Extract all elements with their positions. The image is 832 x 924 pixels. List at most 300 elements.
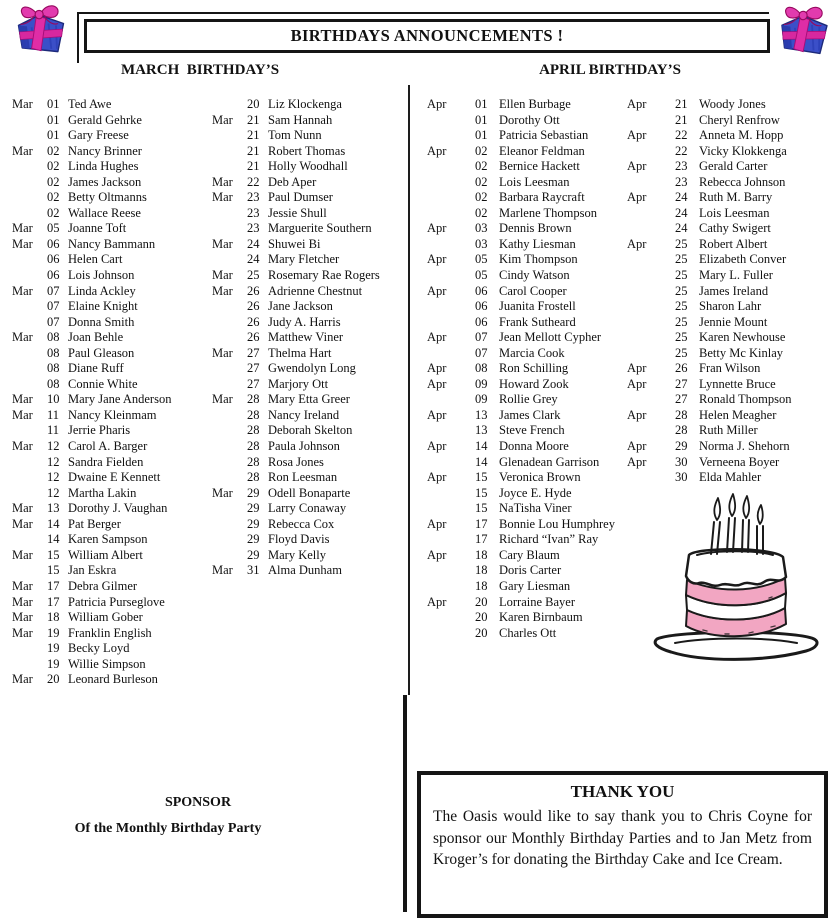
person-name: Tom Nunn [268, 128, 322, 143]
month-label: Apr [627, 159, 647, 174]
day-label: 19 [47, 641, 60, 656]
month-label [212, 299, 247, 315]
person-name: James Ireland [699, 283, 769, 298]
month-label [212, 144, 247, 160]
person-name: Nancy Brinner [68, 143, 142, 158]
month-label: Apr [627, 376, 647, 391]
month-label: Apr [427, 594, 447, 609]
birthday-row [12, 315, 171, 331]
month-label: Apr [627, 128, 647, 143]
day-label: 27 [675, 376, 688, 391]
day-label: 20 [47, 672, 60, 687]
birthday-row [212, 159, 380, 175]
day-label: 28 [675, 407, 688, 422]
person-name: Rosemary Rae Rogers [268, 268, 380, 283]
person-name: Shuwei Bi [268, 236, 321, 251]
day-label: 24 [675, 205, 688, 220]
month-label [212, 377, 247, 393]
birthday-row [12, 579, 171, 595]
month-label: Mar [212, 563, 233, 578]
person-name: Mary L. Fuller [699, 268, 773, 283]
birthday-row [427, 315, 615, 331]
person-name: Betty Oltmanns [68, 190, 147, 205]
birthday-row [627, 346, 791, 362]
birthday-row [427, 97, 615, 113]
birthday-row [212, 377, 380, 393]
person-name: Mary Etta Greer [268, 392, 350, 407]
birthday-row [627, 470, 791, 486]
birthday-row [627, 159, 791, 175]
day-label: 14 [475, 439, 488, 454]
month-label: Mar [212, 174, 233, 189]
person-name: Holly Woodhall [268, 159, 348, 174]
birthday-row [12, 284, 171, 300]
person-name: Deborah Skelton [268, 423, 353, 438]
birthday-row [212, 346, 380, 362]
day-label: 25 [675, 299, 688, 314]
birthday-row [212, 206, 380, 222]
person-name: Franklin English [68, 625, 152, 640]
person-name: Eleanor Feldman [499, 143, 585, 158]
birthday-row [427, 159, 615, 175]
person-name: Howard Zook [499, 376, 569, 391]
month-label: Apr [427, 361, 447, 376]
person-name: Thelma Hart [268, 345, 332, 360]
person-name: Donna Smith [68, 314, 135, 329]
day-label: 27 [675, 392, 688, 407]
day-label: 25 [675, 330, 688, 345]
person-name: Paul Gleason [68, 345, 135, 360]
month-label [427, 299, 475, 315]
day-label: 06 [47, 268, 60, 283]
month-label [627, 392, 675, 408]
person-name: Jean Mellott Cypher [499, 330, 602, 345]
day-label: 20 [475, 594, 488, 609]
birthday-row [12, 377, 171, 393]
person-name: Doris Carter [499, 563, 562, 578]
birthday-row [12, 237, 171, 253]
birthday-row [12, 501, 171, 517]
month-label: Apr [427, 252, 447, 267]
birthday-row [212, 501, 380, 517]
birthday-row [12, 144, 171, 160]
month-label [627, 330, 675, 346]
day-label: 11 [47, 423, 60, 438]
birthday-row [212, 113, 380, 129]
birthday-row [427, 128, 615, 144]
gift-icon [11, 1, 71, 66]
person-name: Marcia Cook [499, 345, 565, 360]
day-label: 03 [475, 221, 488, 236]
person-name: Sandra Fielden [68, 454, 144, 469]
birthday-row [427, 237, 615, 253]
birthday-row [427, 563, 615, 579]
title-box [84, 19, 770, 53]
birthday-row [427, 626, 615, 642]
month-label [212, 330, 247, 346]
day-label: 28 [247, 423, 260, 438]
thank-you-text: The Oasis would like to say thank you to Chris Coyne for sponsor our Monthly Birthday Parties and to Jan Metz from Kroger’s for donating the Birthday Cake and Ice Cream. [433, 808, 812, 869]
month-label: Mar [12, 330, 33, 345]
day-label: 08 [47, 361, 60, 376]
day-label: 18 [475, 563, 488, 578]
birthday-row [427, 392, 615, 408]
month-label: Mar [212, 236, 233, 251]
day-label: 02 [47, 190, 60, 205]
day-label: 02 [47, 174, 60, 189]
person-name: Odell Bonaparte [268, 485, 351, 500]
day-label: 30 [675, 470, 688, 485]
day-label: 14 [47, 532, 60, 547]
person-name: Gwendolyn Long [268, 361, 356, 376]
person-name: Connie White [68, 376, 138, 391]
day-label: 25 [675, 283, 688, 298]
month-label: Mar [12, 407, 33, 422]
month-label [212, 455, 247, 471]
birthday-row [12, 330, 171, 346]
day-label: 17 [475, 516, 488, 531]
page-title: BIRTHDAYS ANNOUNCEMENTS ! [290, 26, 564, 45]
birthday-row [627, 392, 791, 408]
month-label: Apr [627, 454, 647, 469]
day-label: 23 [675, 174, 688, 189]
person-name: Steve French [499, 423, 565, 438]
birthday-row [427, 190, 615, 206]
month-label: Apr [427, 407, 447, 422]
person-name: Ron Leesman [268, 470, 338, 485]
day-label: 28 [675, 423, 688, 438]
birthday-row [427, 501, 615, 517]
month-label: Mar [12, 501, 33, 516]
month-label: Mar [212, 112, 233, 127]
day-label: 29 [247, 485, 260, 500]
day-label: 25 [247, 268, 260, 283]
person-name: Robert Albert [699, 236, 768, 251]
day-label: 22 [247, 174, 260, 189]
month-label: Mar [212, 392, 233, 407]
day-label: 29 [247, 501, 260, 516]
person-name: Woody Jones [699, 97, 766, 111]
birthday-row [212, 517, 380, 533]
day-label: 07 [475, 330, 488, 345]
day-label: 08 [47, 330, 60, 345]
month-label [627, 315, 675, 331]
birthday-row [427, 377, 615, 393]
month-label [627, 470, 675, 486]
birthday-row [212, 299, 380, 315]
day-label: 05 [475, 252, 488, 267]
day-label: 08 [47, 376, 60, 391]
birthday-row [212, 252, 380, 268]
person-name: Betty Mc Kinlay [699, 345, 784, 360]
day-label: 15 [47, 563, 60, 578]
birthday-row [627, 377, 791, 393]
day-label: 08 [475, 361, 488, 376]
person-name: Dwaine E Kennett [68, 470, 161, 485]
birthday-row [427, 408, 615, 424]
person-name: Dennis Brown [499, 221, 572, 236]
april-birthday-list-col1 [427, 97, 615, 641]
birthday-row [427, 439, 615, 455]
person-name: Diane Ruff [68, 361, 124, 376]
day-label: 17 [47, 594, 60, 609]
month-label: Apr [627, 97, 647, 111]
month-label [427, 175, 475, 191]
month-label [627, 144, 675, 160]
person-name: Marjory Ott [268, 376, 329, 391]
march-section-heading: MARCH BIRTHDAY’S [120, 62, 280, 78]
month-label: Mar [212, 485, 233, 500]
birthday-row [427, 284, 615, 300]
person-name: Karen Newhouse [699, 330, 786, 345]
month-label: Mar [12, 610, 33, 625]
birthday-row [427, 595, 615, 611]
day-label: 25 [675, 268, 688, 283]
day-label: 28 [247, 470, 260, 485]
birthday-row [12, 517, 171, 533]
birthday-row [12, 672, 171, 688]
month-label [12, 641, 47, 657]
birthday-row [427, 517, 615, 533]
month-label [12, 206, 47, 222]
month-label [12, 268, 47, 284]
person-name: Wallace Reese [68, 205, 141, 220]
month-label [12, 175, 47, 191]
day-label: 06 [475, 314, 488, 329]
person-name: Joanne Toft [68, 221, 127, 236]
day-label: 20 [247, 97, 260, 111]
day-label: 25 [675, 345, 688, 360]
month-label [12, 315, 47, 331]
birthday-row [427, 455, 615, 471]
person-name: Sam Hannah [268, 112, 333, 127]
month-label [627, 423, 675, 439]
sponsor-heading: SPONSOR [164, 795, 232, 810]
day-label: 31 [247, 563, 260, 578]
person-name: Gary Freese [68, 128, 129, 143]
birthday-row [12, 206, 171, 222]
month-label [12, 128, 47, 144]
person-name: Mary Fletcher [268, 252, 340, 267]
person-name: Jessie Shull [268, 205, 327, 220]
month-label: Apr [627, 361, 647, 376]
birthday-row [212, 563, 380, 579]
day-label: 12 [47, 470, 60, 485]
birthday-row [627, 237, 791, 253]
person-name: Lois Leesman [699, 205, 770, 220]
birthday-row [12, 175, 171, 191]
person-name: Charles Ott [499, 625, 557, 640]
day-label: 23 [247, 190, 260, 205]
birthday-row [12, 221, 171, 237]
person-name: Vicky Klokkenga [699, 143, 787, 158]
birthday-row [627, 252, 791, 268]
person-name: Linda Hughes [68, 159, 139, 174]
day-label: 13 [47, 501, 60, 516]
birthday-row [212, 128, 380, 144]
day-label: 27 [247, 361, 260, 376]
column-divider-line [408, 85, 410, 695]
person-name: Joan Behle [68, 330, 124, 345]
month-label: Mar [12, 578, 33, 593]
birthday-row [427, 423, 615, 439]
day-label: 23 [247, 205, 260, 220]
day-label: 01 [47, 128, 60, 143]
month-label [427, 113, 475, 129]
birthday-row [627, 175, 791, 191]
day-label: 28 [247, 439, 260, 454]
person-name: Jerrie Pharis [68, 423, 131, 438]
birthday-row [212, 330, 380, 346]
person-name: Helen Cart [68, 252, 123, 267]
person-name: Lorraine Bayer [499, 594, 576, 609]
day-label: 25 [675, 252, 688, 267]
day-label: 27 [247, 345, 260, 360]
month-label: Mar [12, 283, 33, 298]
person-name: William Albert [68, 547, 143, 562]
person-name: James Jackson [68, 174, 142, 189]
day-label: 02 [47, 205, 60, 220]
month-label [12, 377, 47, 393]
birthday-row [627, 206, 791, 222]
person-name: Becky Loyd [68, 641, 130, 656]
month-label [627, 299, 675, 315]
month-label [12, 455, 47, 471]
birthday-row [427, 346, 615, 362]
month-label [12, 346, 47, 362]
person-name: Cheryl Renfrow [699, 112, 780, 127]
month-label [212, 361, 247, 377]
birthday-row [212, 237, 380, 253]
month-label [427, 128, 475, 144]
month-label: Mar [12, 594, 33, 609]
month-label: Mar [12, 221, 33, 236]
person-name: NaTisha Viner [499, 501, 572, 516]
person-name: Floyd Davis [268, 532, 330, 547]
month-label [212, 532, 247, 548]
month-label: Apr [427, 439, 447, 454]
person-name: Ellen Burbage [499, 97, 571, 111]
month-label [427, 237, 475, 253]
march-birthday-list-col1 [12, 97, 171, 688]
day-label: 15 [47, 547, 60, 562]
day-label: 29 [247, 532, 260, 547]
day-label: 14 [475, 454, 488, 469]
day-label: 06 [475, 283, 488, 298]
birthday-row [427, 175, 615, 191]
person-name: Elizabeth Conver [699, 252, 787, 267]
birthday-row [212, 284, 380, 300]
month-label [427, 626, 475, 642]
birthday-row [212, 190, 380, 206]
day-label: 02 [47, 143, 60, 158]
day-label: 01 [47, 112, 60, 127]
person-name: Nancy Bammann [68, 236, 156, 251]
month-label: Mar [12, 516, 33, 531]
birthday-row [212, 548, 380, 564]
person-name: Marlene Thompson [499, 205, 598, 220]
day-label: 13 [475, 423, 488, 438]
birthday-row [427, 579, 615, 595]
birthday-row [12, 423, 171, 439]
day-label: 18 [475, 547, 488, 562]
person-name: Carol A. Barger [68, 439, 148, 454]
birthday-row [427, 299, 615, 315]
month-label [627, 221, 675, 237]
month-label [212, 97, 247, 113]
day-label: 21 [675, 112, 688, 127]
person-name: Cindy Watson [499, 268, 570, 283]
person-name: Anneta M. Hopp [699, 128, 784, 143]
birthday-cake-icon [645, 492, 825, 670]
day-label: 15 [475, 501, 488, 516]
month-label [212, 252, 247, 268]
month-label [627, 175, 675, 191]
birthday-row [212, 268, 380, 284]
person-name: Paula Johnson [268, 439, 340, 454]
sponsor-subheading: Of the Monthly Birthday Party [74, 821, 262, 836]
person-name: Patricia Purseglove [68, 594, 165, 609]
person-name: Carol Cooper [499, 283, 567, 298]
month-label [427, 455, 475, 471]
month-label [12, 361, 47, 377]
day-label: 25 [675, 236, 688, 251]
april-section-heading: APRIL BIRTHDAY’S [539, 62, 681, 78]
day-label: 02 [475, 174, 488, 189]
day-label: 24 [247, 252, 260, 267]
person-name: Helen Meagher [699, 407, 777, 422]
person-name: Willie Simpson [68, 656, 146, 671]
month-label: Apr [427, 97, 447, 111]
person-name: Rebecca Johnson [699, 174, 786, 189]
birthday-row [627, 455, 791, 471]
month-label: Apr [427, 283, 447, 298]
birthday-row [627, 408, 791, 424]
birthday-row [627, 330, 791, 346]
month-label: Mar [12, 143, 33, 158]
birthday-row [627, 268, 791, 284]
march-birthday-list-col2 [212, 97, 380, 579]
month-label [427, 423, 475, 439]
day-label: 27 [247, 376, 260, 391]
birthday-row [427, 144, 615, 160]
day-label: 13 [475, 407, 488, 422]
birthday-row [12, 548, 171, 564]
month-label: Mar [12, 672, 33, 687]
birthday-row [12, 626, 171, 642]
month-label [212, 315, 247, 331]
month-label [427, 190, 475, 206]
month-label: Apr [427, 516, 447, 531]
birthday-row [212, 221, 380, 237]
month-label: Mar [212, 345, 233, 360]
day-label: 15 [475, 485, 488, 500]
person-name: Adrienne Chestnut [268, 283, 363, 298]
day-label: 02 [475, 143, 488, 158]
day-label: 14 [47, 516, 60, 531]
person-name: Debra Gilmer [68, 578, 138, 593]
month-label [627, 284, 675, 300]
birthday-row [212, 423, 380, 439]
person-name: Nancy Ireland [268, 407, 340, 422]
day-label: 23 [247, 221, 260, 236]
birthday-row [627, 439, 791, 455]
month-label [627, 206, 675, 222]
birthday-row [12, 268, 171, 284]
month-label: Mar [12, 547, 33, 562]
day-label: 21 [247, 143, 260, 158]
day-label: 18 [47, 610, 60, 625]
